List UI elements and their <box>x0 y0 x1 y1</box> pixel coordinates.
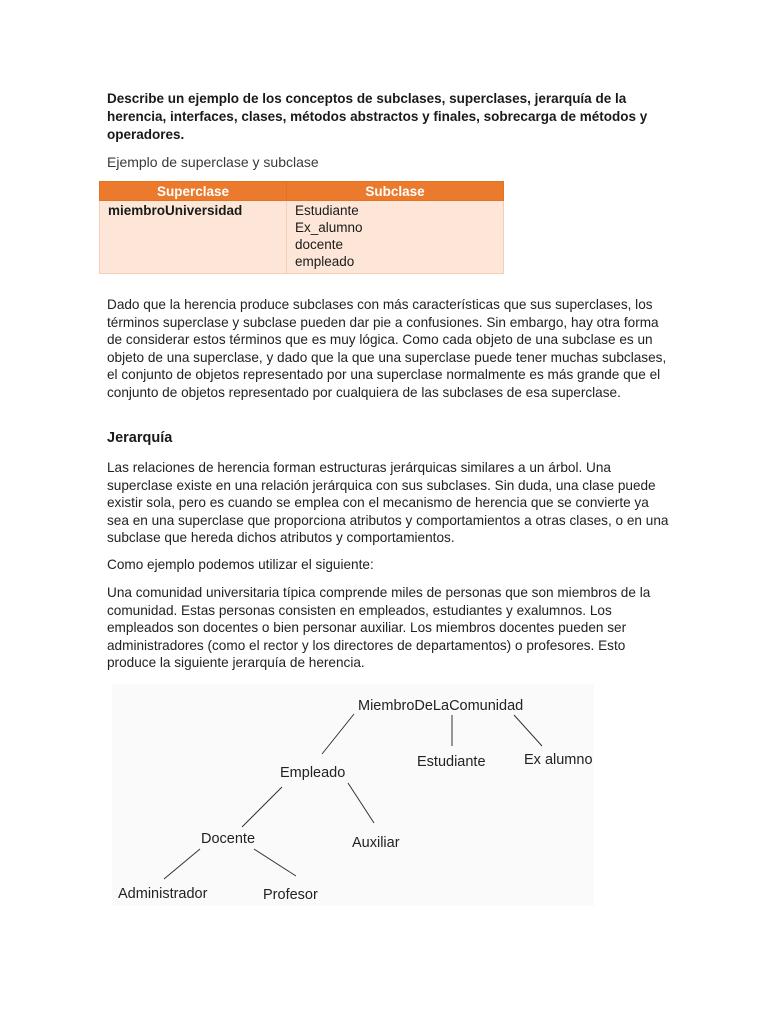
section-heading-jerarquia: Jerarquía <box>107 430 173 446</box>
header-superclase: Superclase <box>100 182 287 201</box>
edge-empleado-auxiliar <box>348 783 374 823</box>
edge-root-exalumno <box>514 715 542 746</box>
edge-root-empleado <box>322 714 354 754</box>
superclass-subclass-table <box>99 181 504 274</box>
subclass-item: Ex_alumno <box>295 220 363 235</box>
table-row <box>100 201 504 274</box>
question-title: Describe un ejemplo de los conceptos de subclases, superclases, jerarquía de la herencia, interfaces, clases, métodos abstractos y finales, sobrecarga de métodos y operadores. <box>107 91 648 142</box>
edge-docente-administrador <box>164 849 200 879</box>
hierarchy-diagram <box>112 684 594 906</box>
node-empleado: Empleado <box>280 765 346 781</box>
header-subclase: Subclase <box>287 182 504 201</box>
subclass-item: docente <box>295 237 344 252</box>
node-exalumno: Ex alumno <box>524 752 593 768</box>
paragraph-herencia: Dado que la herencia produce subclases con más características que sus superclases, los términos superclase y subclase pueden dar pie a confusiones. Sin embargo, hay otra forma de considerar estos términos que es muy lógica. Como cada objeto de una subclase es un objeto de una superclase, y dado que la que una superclase puede tener muchas subclases, el conjunto de objetos representado por una superclase normalmente es más grande que el conjunto de objetos representado por cualquiera de las subclases de esa superclase. <box>107 297 667 400</box>
node-estudiante: Estudiante <box>417 754 486 770</box>
node-root: MiembroDeLaComunidad <box>358 698 524 714</box>
node-administrador: Administrador <box>118 886 208 902</box>
subclass-item: empleado <box>295 254 355 269</box>
node-docente: Docente <box>201 831 256 847</box>
hierarchy-svg <box>112 684 594 906</box>
edge-empleado-docente <box>242 787 282 827</box>
node-auxiliar: Auxiliar <box>352 835 400 851</box>
subclass-cell <box>287 201 504 274</box>
subclass-item: Estudiante <box>295 203 359 218</box>
paragraph-comunidad: Una comunidad universitaria típica comprende miles de personas que son miembros de la comunidad. Estas personas consisten en empleados, estudiantes y exalumnos. Los empleados son docentes o bien personar auxiliar. Los miembros docentes pueden ser administradores (como el rector y los directores de departamentos) o profesores. Esto produce la siguiente jerarquía de herencia. <box>107 585 651 671</box>
paragraph-ejemplo: Como ejemplo podemos utilizar el siguiente: <box>107 557 374 572</box>
paragraph-relaciones: Las relaciones de herencia forman estructuras jerárquicas similares a un árbol. Una superclase existe en una relación jerárquica con sus subclases. Sin duda, una clase puede existir sola, pero es cuando se emplea con el mecanismo de herencia que se convierte ya sea en una superclase que proporciona atributos y comportamientos a otras clases, o en una subclase que hereda dichos atributos y comportamientos. <box>107 460 669 546</box>
node-profesor: Profesor <box>263 887 318 903</box>
superclass-cell: miembroUniversidad <box>100 201 287 274</box>
edge-docente-profesor <box>254 849 296 876</box>
table-header-row <box>100 182 504 201</box>
example-heading: Ejemplo de superclase y subclase <box>107 154 319 170</box>
